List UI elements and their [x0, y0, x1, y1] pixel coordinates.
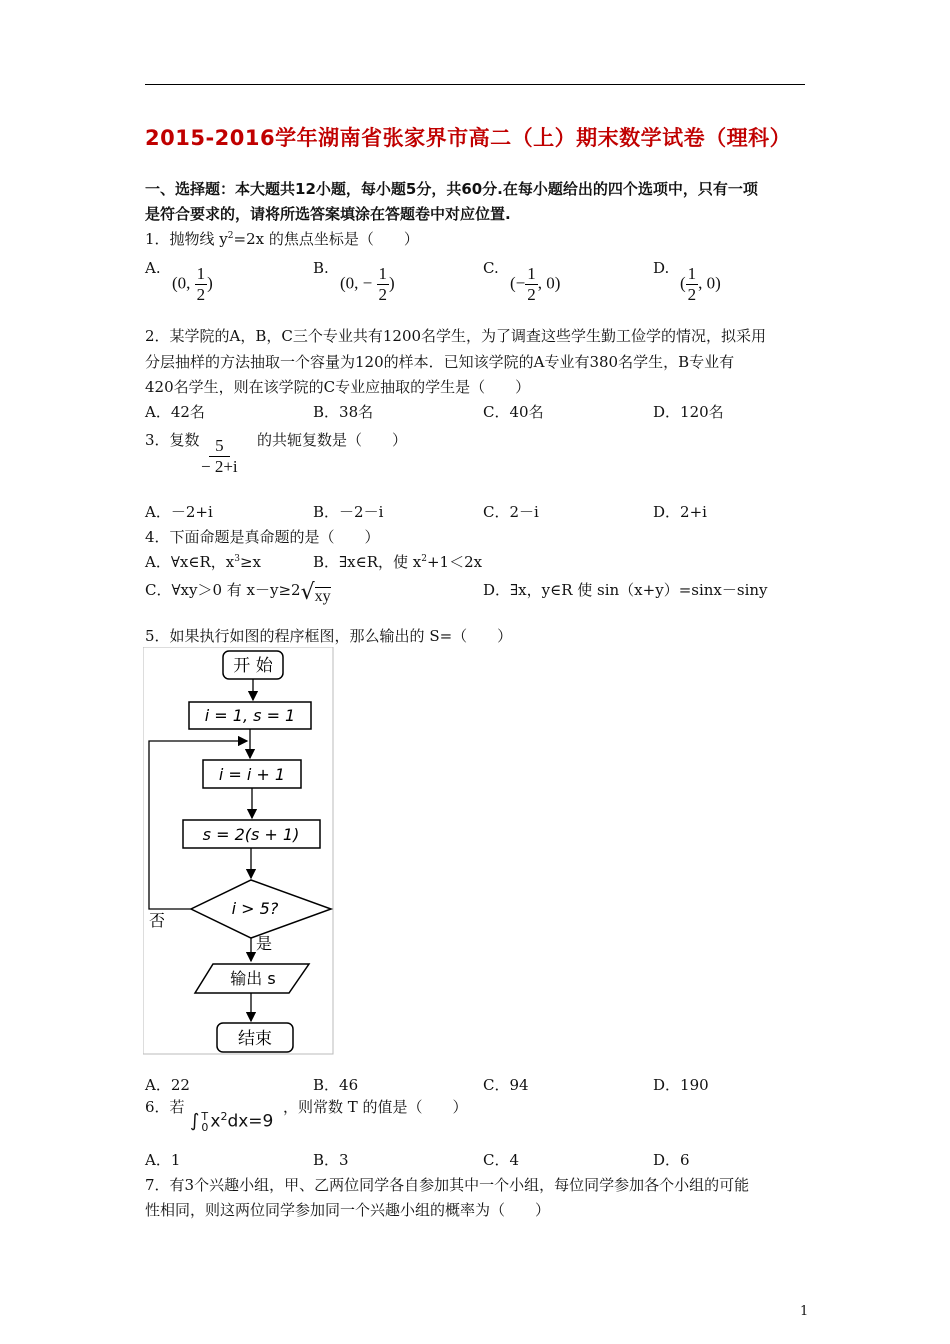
q6-integral: ∫ T 0 $x^2dx=9$	[190, 1109, 274, 1134]
q6-option-d: D．6	[653, 1151, 690, 1169]
q3-option-a: A．－2+i	[145, 503, 213, 521]
q1-option-a-formula: (0, $\frac{1}{2}$ )	[172, 264, 213, 304]
question-7-line2: 性相同，则这两位同学参加同一个兴趣小组的概率为（ ）	[145, 1201, 551, 1219]
question-2-line2: 分层抽样的方法抽取一个容量为120的样本．已知该学院的A专业有380名学生，B专业有	[145, 353, 735, 371]
q6-option-b: B．3	[313, 1151, 349, 1169]
q5-option-d: D．190	[653, 1076, 709, 1094]
question-6-post: ，则常数 T 的值是（ ）	[283, 1098, 468, 1116]
question-7-line1: 7．有3个兴趣小组，甲、乙两位同学各自参加其中一个小组，每位同学参加各个小组的可能	[145, 1176, 750, 1194]
flow-increment-label: i = i + 1	[218, 765, 286, 784]
page-number: 1	[800, 1304, 809, 1319]
flowchart	[143, 647, 335, 1056]
q4-option-b: B．∃x∈R，使 $x^2+1<2x$	[313, 553, 483, 571]
question-3-pre: 3．复数	[145, 431, 200, 449]
q1-label-b: B.	[313, 259, 329, 277]
q1-option-c-formula: (− $\frac{1}{2}$ , 0)	[510, 264, 561, 304]
q3-option-b: B．－2－i	[313, 503, 384, 521]
q3-option-c: C．2－i	[483, 503, 539, 521]
q4-option-a: A．∀x∈R，$x^3\ge x$	[145, 553, 261, 571]
q1-label-a: A.	[145, 259, 161, 277]
flow-start-label: 开 始	[233, 656, 273, 676]
question-6-pre: 6．若	[145, 1098, 185, 1116]
flow-init-label: i = 1, s = 1	[204, 706, 296, 725]
question-4: 4．下面命题是真命题的是（ ）	[145, 528, 380, 546]
q5-option-c: C．94	[483, 1076, 529, 1094]
question-2-line3: 420名学生，则在该学院的C专业应抽取的学生是（ ）	[145, 378, 531, 396]
q1-label-d: D.	[653, 259, 670, 277]
q2-option-c: C．40名	[483, 403, 544, 421]
q3-option-d: D．2+i	[653, 503, 707, 521]
question-2-line1: 2．某学院的A，B，C三个专业共有1200名学生，为了调查这些学生勤工俭学的情况，拟采用	[145, 327, 767, 345]
q1-label-c: C.	[483, 259, 499, 277]
q4-option-d: D．∃x，y∈R 使 sin（x+y）=sinx－siny	[483, 581, 768, 599]
flow-output-label: 输出 s	[230, 969, 276, 988]
q1-option-d-formula: ( $\frac{1}{2}$ , 0)	[680, 264, 721, 304]
flow-no-label: 否	[149, 911, 166, 930]
flow-end-label: 结束	[238, 1029, 272, 1049]
q2-option-b: B．38名	[313, 403, 374, 421]
q6-option-a: A．1	[145, 1151, 181, 1169]
q2-option-d: D．120名	[653, 403, 724, 421]
q3-fraction: $\frac{5}{- 2+i}$	[201, 436, 238, 476]
question-5: 5．如果执行如图的程序框图，那么输出的 S=（ ）	[145, 627, 513, 645]
q1-option-b-formula: (0, − $\frac{1}{2}$ )	[340, 264, 395, 304]
page-title: 2015-2016学年湖南省张家界市高二（上）期末数学试卷（理科）	[145, 126, 792, 150]
section-instructions-line2: 是符合要求的，请将所选答案填涂在答题卷中对应位置.	[145, 205, 511, 223]
flow-condition-label: i > 5?	[231, 899, 279, 918]
q5-option-a: A．22	[145, 1076, 190, 1094]
question-3-post: 的共轭复数是（ ）	[257, 431, 408, 449]
section-instructions-line1: 一、选择题：本大题共12小题，每小题5分，共60分.在每小题给出的四个选项中，只有一项	[145, 180, 758, 198]
header-rule	[145, 84, 805, 85]
q2-option-a: A．42名	[145, 403, 205, 421]
q6-option-c: C．4	[483, 1151, 520, 1169]
q4-option-c: C．∀xy＞0 有 x－y≥2√xy	[145, 580, 331, 605]
flow-yes-label: 是	[256, 934, 273, 953]
question-1: 1．抛物线 $y^2=2x$ 的焦点坐标是（ ）	[145, 230, 419, 248]
flow-update-label: s = 2(s + 1)	[202, 825, 300, 844]
q5-option-b: B．46	[313, 1076, 359, 1094]
